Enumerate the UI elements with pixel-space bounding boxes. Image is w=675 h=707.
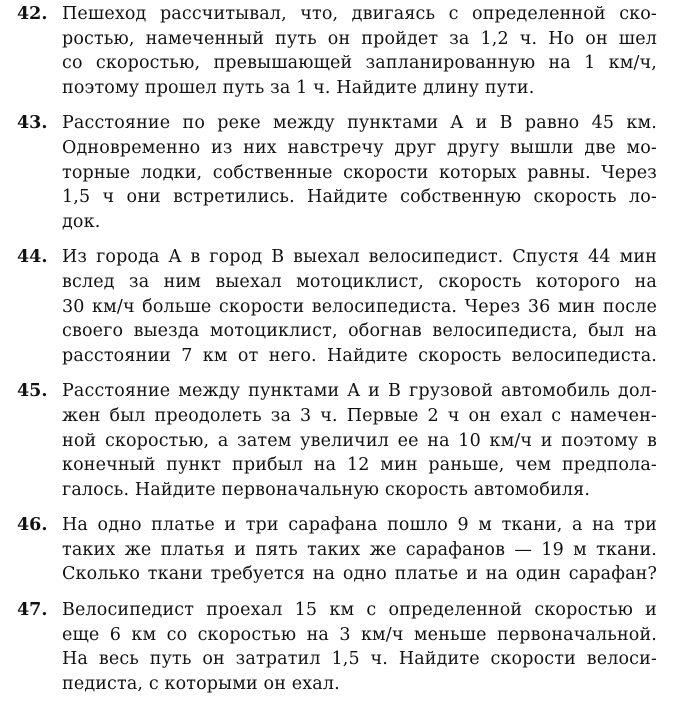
problem-text-line: таких же платья и пять таких же сарафанов — 19 м ткани. bbox=[62, 539, 657, 560]
problem-43 bbox=[0, 111, 675, 234]
problem-number: 46. bbox=[17, 515, 48, 536]
problem-text-line: педиста, с которыми он ехал. bbox=[62, 673, 340, 694]
problem-text-line: своего выезда мотоциклист, обогнав велосипедиста, был на bbox=[62, 321, 657, 342]
problem-text-line: конечный пункт прибыл на 12 мин раньше, чем предпола- bbox=[62, 455, 657, 476]
problem-text-line: Пешеход рассчитывал, что, двигаясь с определенной ско- bbox=[62, 4, 657, 24]
textbook-page bbox=[0, 2, 675, 707]
problem-number: 45. bbox=[17, 381, 48, 402]
problem-text-line: ростью, намеченный путь он пройдет за 1,2 ч. Но он шел bbox=[62, 28, 657, 49]
problem-text-line: Одновременно из них навстречу друг другу вышли две мо- bbox=[62, 137, 657, 158]
problem-text-line: жен был преодолеть за 3 ч. Первые 2 ч он ехал с намечен- bbox=[62, 405, 657, 426]
problem-text-line: Сколько ткани требуется на одно платье и на один сарафан? bbox=[62, 564, 657, 585]
problem-47 bbox=[0, 598, 675, 696]
problem-text-line: Расстояние между пунктами A и B грузовой автомобиль дол- bbox=[62, 381, 657, 402]
problem-44 bbox=[0, 245, 675, 368]
problem-text-line: Велосипедист проехал 15 км с определенной скоростью и bbox=[62, 600, 657, 621]
problem-text-line: 30 км/ч больше скорости велосипедиста. Через 36 мин после bbox=[62, 296, 657, 317]
problem-45 bbox=[0, 379, 675, 502]
problem-text-line: еще 6 км со скоростью на 3 км/ч меньше первоначальной. bbox=[62, 624, 657, 645]
problem-text-line: поэтому прошел путь за 1 ч. Найдите длину пути. bbox=[62, 77, 535, 98]
problem-text-line: На одно платье и три сарафана пошло 9 м ткани, а на три bbox=[62, 515, 657, 536]
problem-text-line: галось. Найдите первоначальную скорость автомобиля. bbox=[62, 479, 591, 500]
problem-text-line: расстоянии 7 км от него. Найдите скорость велосипедиста. bbox=[62, 345, 657, 366]
problem-text-line: док. bbox=[62, 211, 101, 232]
problem-text-line: ной скоростью, а затем увеличил ее на 10 км/ч и поэтому в bbox=[62, 430, 657, 451]
problem-text-line: торные лодки, собственные скорости которых равны. Через bbox=[62, 162, 657, 183]
problem-42 bbox=[0, 2, 675, 100]
problem-text-line: Расстояние по реке между пунктами A и B равно 45 км. bbox=[62, 113, 657, 134]
problem-text-line: 1,5 ч они встретились. Найдите собственную скорость ло- bbox=[62, 187, 657, 208]
problem-text-line: Из города A в город B выехал велосипедист. Спустя 44 мин bbox=[62, 247, 657, 268]
problem-text-line: со скоростью, превышающей запланированную на 1 км/ч, bbox=[62, 53, 657, 74]
problem-number: 43. bbox=[17, 113, 48, 134]
problem-number: 47. bbox=[17, 600, 48, 621]
problem-text-line: На весь путь он затратил 1,5 ч. Найдите скорости велоси- bbox=[62, 649, 657, 670]
problem-number: 42. bbox=[17, 4, 48, 24]
problem-46 bbox=[0, 513, 675, 587]
problem-text-line: вслед за ним выехал мотоциклист, скорость которого на bbox=[62, 271, 657, 292]
problem-number: 44. bbox=[17, 247, 48, 268]
